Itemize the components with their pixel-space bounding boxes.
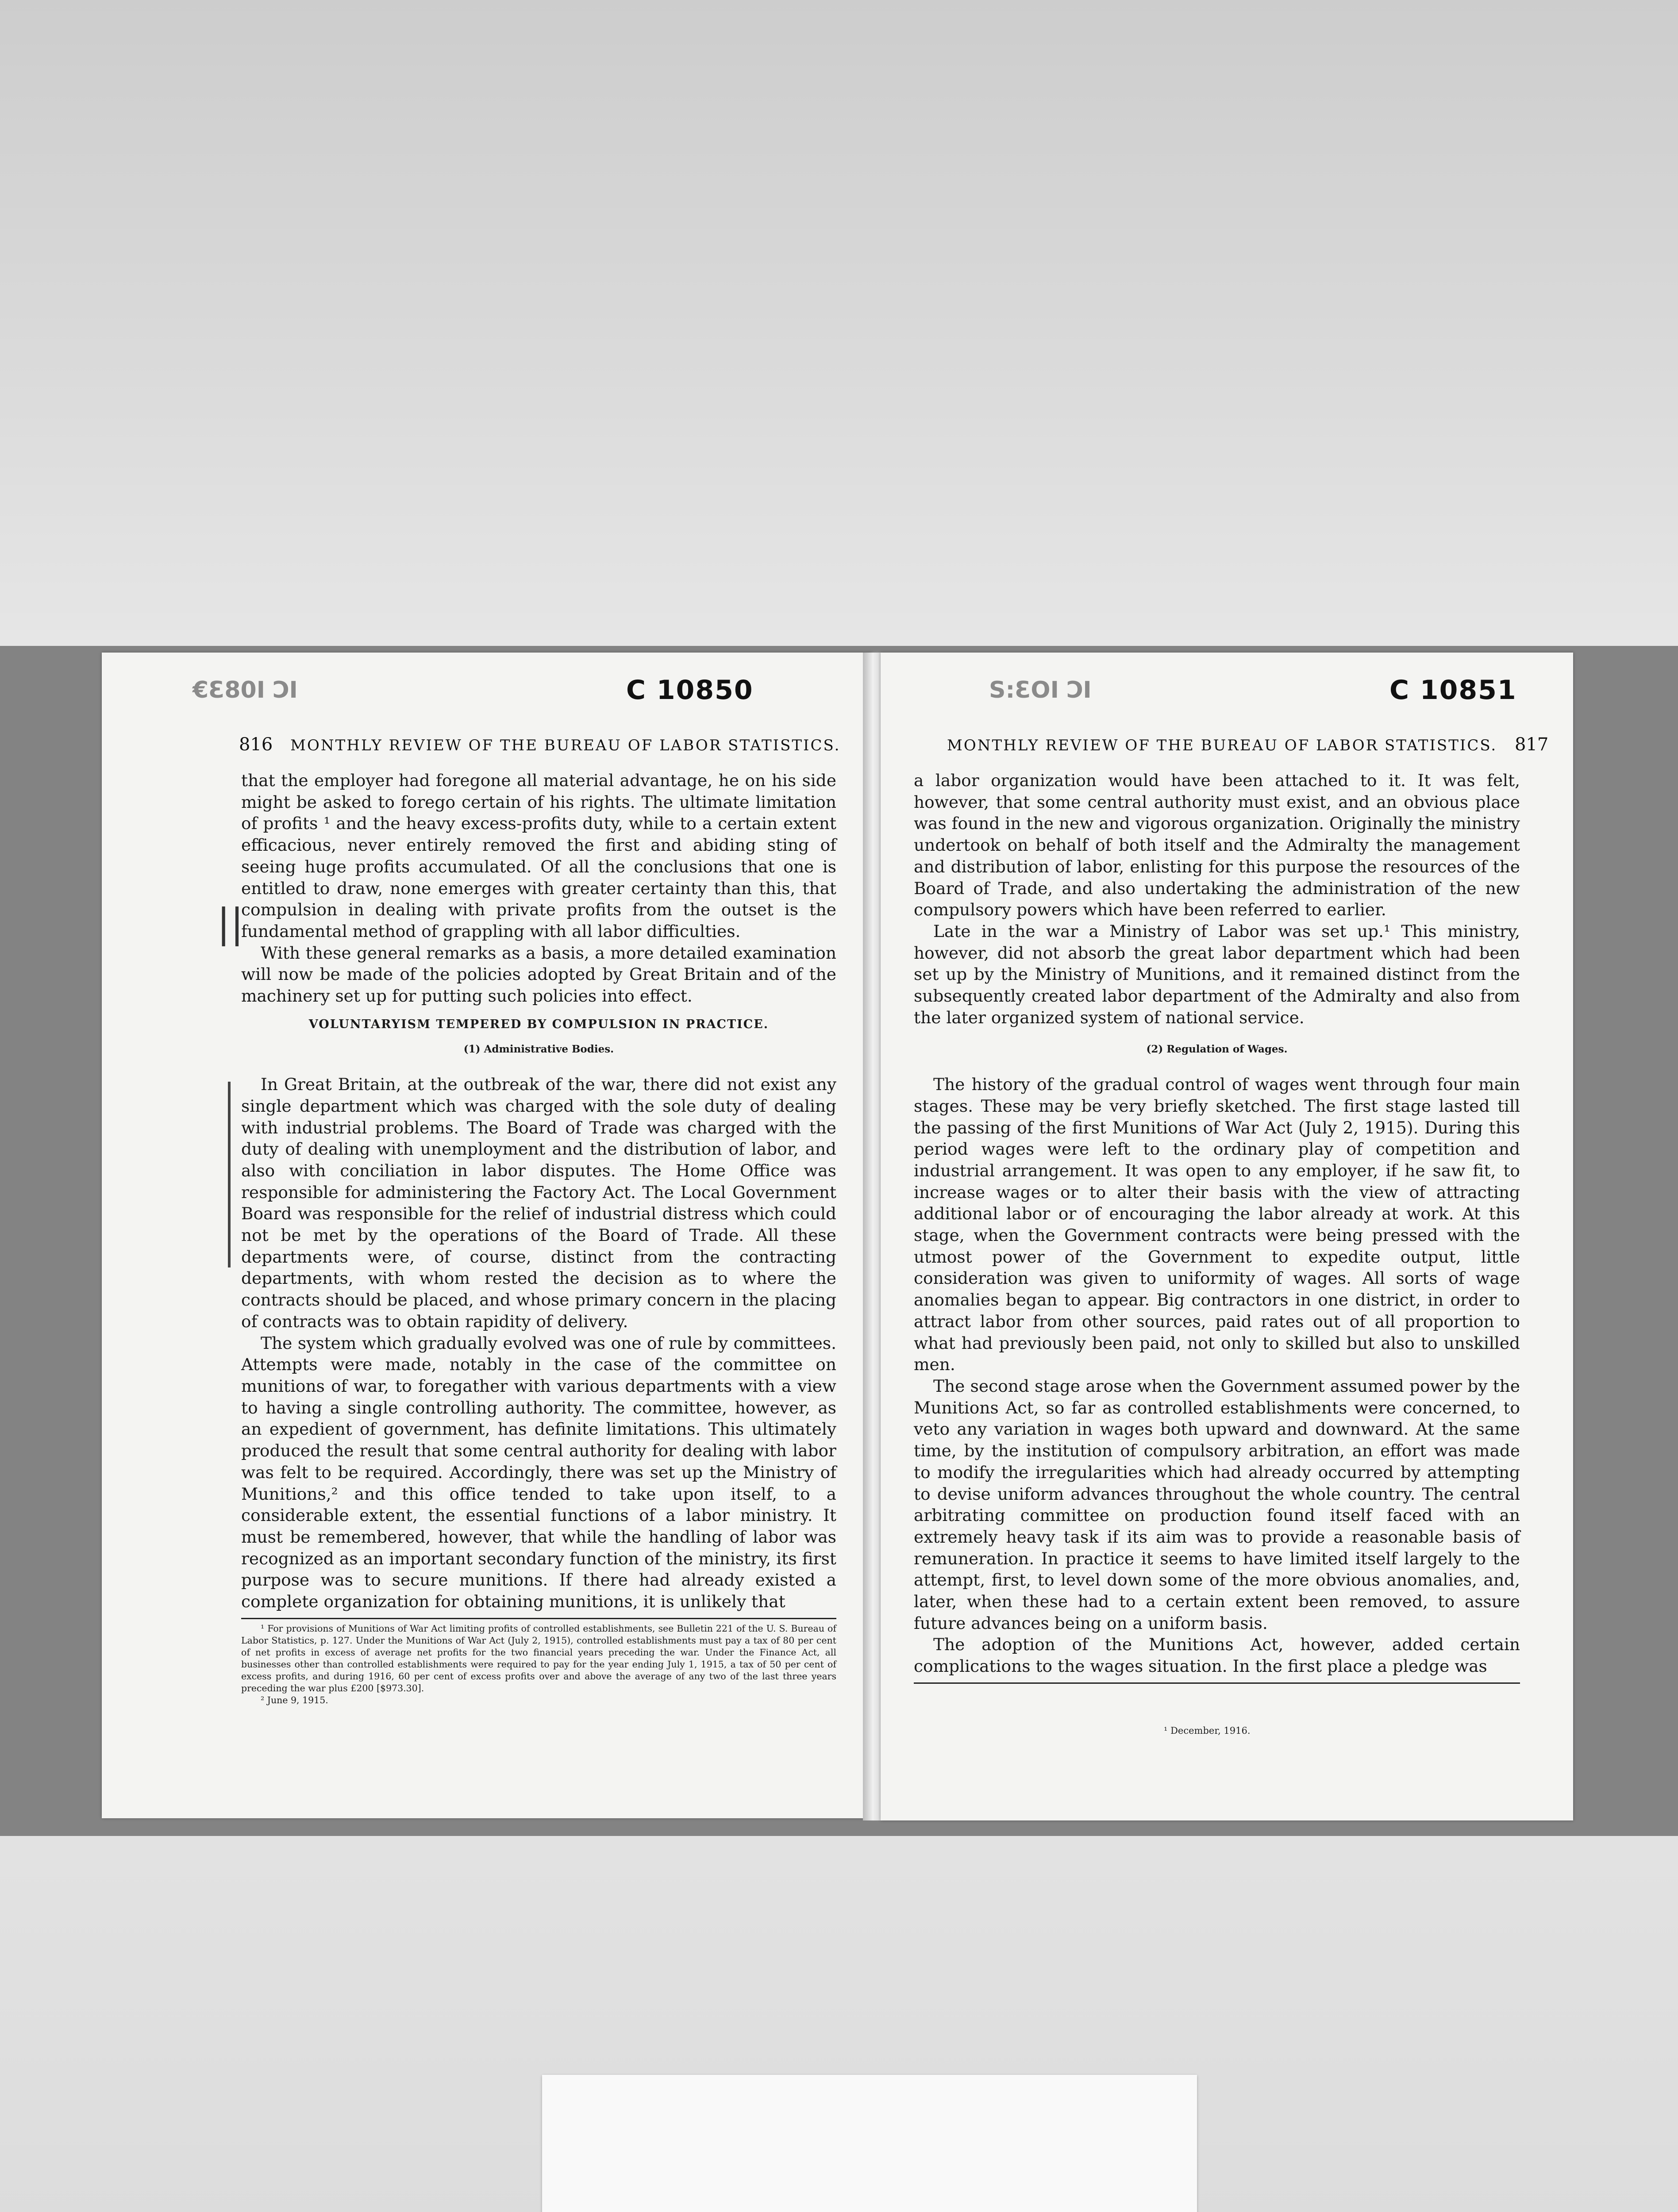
left-paragraph: The system which gradually evolved was one of rule by committees. Attempts were made, notably in the case of the committee on munitions of war, to foregather with various departments with a view to having a single controlling authority. The committee, however, as an expedient of government, has definite limitations. This ultimately produced the result that some central authority for dealing with labor was felt to be required. Accordingly, there was set up the Ministry of Munitions,² and this office tended to take upon itself, to a considerable extent, the essential functions of a labor ministry. It must be remembered, however, that while the handling of labor was recognized as an important secondary function of the ministry, its first purpose was to secure munitions. If there had already existed a complete organization for obtaining munitions, it is unlikely that — [241, 1333, 836, 1612]
left-ghost-number: €Ɛ80I ϽI — [192, 677, 298, 703]
left-page-number: 816 — [239, 734, 273, 755]
footnote-rule — [914, 1682, 1520, 1684]
collection-label-card — [542, 2075, 1197, 2212]
margin-mark: || — [217, 900, 244, 947]
right-archive-number: C 10851 — [1389, 675, 1517, 706]
right-page — [881, 653, 1573, 1820]
right-paragraph: Late in the war a Ministry of Labor was set up.¹ This ministry, however, did not absorb the great labor department which had been set up by the Ministry of Munitions, and it remained distinct from the subsequently created labor department of the Admiralty and also from the later organized system of national service. — [914, 921, 1520, 1027]
margin-bracket — [228, 1082, 231, 1267]
left-archive-number: C 10850 — [626, 675, 754, 706]
left-paragraph: that the employer had foregone all material advantage, he on his side might be asked to forego certain of his rights. The ultimate limitation of profits ¹ and the heavy excess-profits duty, while to a certain extent efficacious, never entirely removed the first and abiding sting of seeing huge profits accumulated. Of all the conclusions that one is entitled to draw, none emerges with greater certainty than this, that compulsion in dealing with private profits from the outset is the fundamental method of grappling with all labor difficulties. — [241, 771, 836, 941]
left-page — [102, 653, 872, 1818]
left-running-head-text: MONTHLY REVIEW OF THE BUREAU OF LABOR STATISTICS. — [290, 737, 841, 754]
right-subheading: (2) Regulation of Wages. — [1146, 1043, 1288, 1056]
left-footnote: ² June 9, 1915. — [261, 1694, 328, 1705]
right-paragraph: The history of the gradual control of wages went through four main stages. These may be very briefly sketched. The first stage lasted till the passing of the first Munitions of War Act (July 2, 1915). During this period wages were left to the ordinary play of competition and industrial arrangement. It was open to any employer, if he saw fit, to increase wages or to alter their basis with the view of attracting additional labor or of encouraging the labor already at work. At this stage, when the Government contracts were being pressed with the utmost power of the Government to expedite output, little consideration was given to uniformity of wages. All sorts of wage anomalies began to appear. Big contractors in one district, in order to attract labor from other sources, paid rates out of all proportion to what had previously been paid, not only to skilled but also to unskilled men. — [914, 1075, 1520, 1375]
right-running-head-text: MONTHLY REVIEW OF THE BUREAU OF LABOR STATISTICS. — [947, 737, 1497, 754]
left-running-head — [239, 734, 840, 755]
left-paragraph: With these general remarks as a basis, a more detailed examination will now be made of the policies adopted by Great Britain and of the machinery set up for putting such policies into effect. — [241, 943, 836, 1006]
right-page-number: 817 — [1515, 734, 1549, 755]
left-subheading: (1) Administrative Bodies. — [463, 1043, 614, 1056]
right-paragraph: The second stage arose when the Government assumed power by the Munitions Act, so far as controlled establishments were concerned, to veto any variation in wages both upward and downward. At the same time, by the institution of compulsory arbitration, an effort was made to modify the irregularities which had already occurred by attempting to devise uniform advances throughout the whole country. The central arbitrating committee on production found itself faced with an extremely heavy task if its aim was to provide a reasonable basis of remuneration. In practice it seems to have limited itself largely to the attempt, first, to level down some of the more obvious anomalies, and, later, when these had to a certain extent been removed, to assure future advances being on a uniform basis. — [914, 1376, 1520, 1633]
left-column — [241, 770, 836, 1706]
right-paragraph: a labor organization would have been attached to it. It was felt, however, that some central authority must exist, and an obvious place was found in the new and vigorous organization. Originally the ministry undertook on behalf of both itself and the Admiralty the management and distribution of labor, enlisting for this purpose the resources of the Board of Trade, and also undertaking the administration of the new compulsory powers which have been referred to earlier. — [914, 771, 1520, 920]
right-footnote: ¹ December, 1916. — [1164, 1725, 1251, 1736]
right-ghost-number: S:ƐOI ϽI — [989, 677, 1092, 703]
left-footnote: ¹ For provisions of Munitions of War Act limiting profits of controlled establishments, see Bulletin 221 of the U. S. Bureau of Labor Statistics, p. 127. Under the Munitions of War Act (July 2, 1915), controlled establishments must pay a tax of 80 per cent of net profits in excess of average net profits for the two financial years preceding the war. Under the Finance Act, all businesses other than controlled establishments were required to pay for the year ending July 1, 1915, a tax of 50 per cent of excess profits, and during 1916, 60 per cent of excess profits over and above the average of any two of the last three years preceding the war plus £200 [$973.30]. — [241, 1623, 836, 1694]
right-paragraph: The adoption of the Munitions Act, however, added certain complications to the wages situation. In the first place a pledge was — [914, 1635, 1520, 1676]
left-paragraph: In Great Britain, at the outbreak of the war, there did not exist any single department which was charged with the sole duty of dealing with industrial problems. The Board of Trade was charged with the duty of dealing with unemployment and the distribution of labor, and also with conciliation in labor disputes. The Home Office was responsible for administering the Factory Act. The Local Government Board was responsible for the relief of industrial distress which could not be met by the operations of the Board of Trade. All these departments were, of course, distinct from the contracting departments, with whom rested the decision as to where the contracts should be placed, and whose primary concern in the placing of contracts was to obtain rapidity of delivery. — [241, 1075, 836, 1331]
left-section-heading: VOLUNTARYISM TEMPERED BY COMPULSION IN PRACTICE. — [308, 1017, 769, 1031]
footnote-rule — [241, 1618, 836, 1619]
right-column — [914, 770, 1520, 1687]
top-background — [0, 0, 1678, 646]
right-running-head — [947, 734, 1548, 755]
